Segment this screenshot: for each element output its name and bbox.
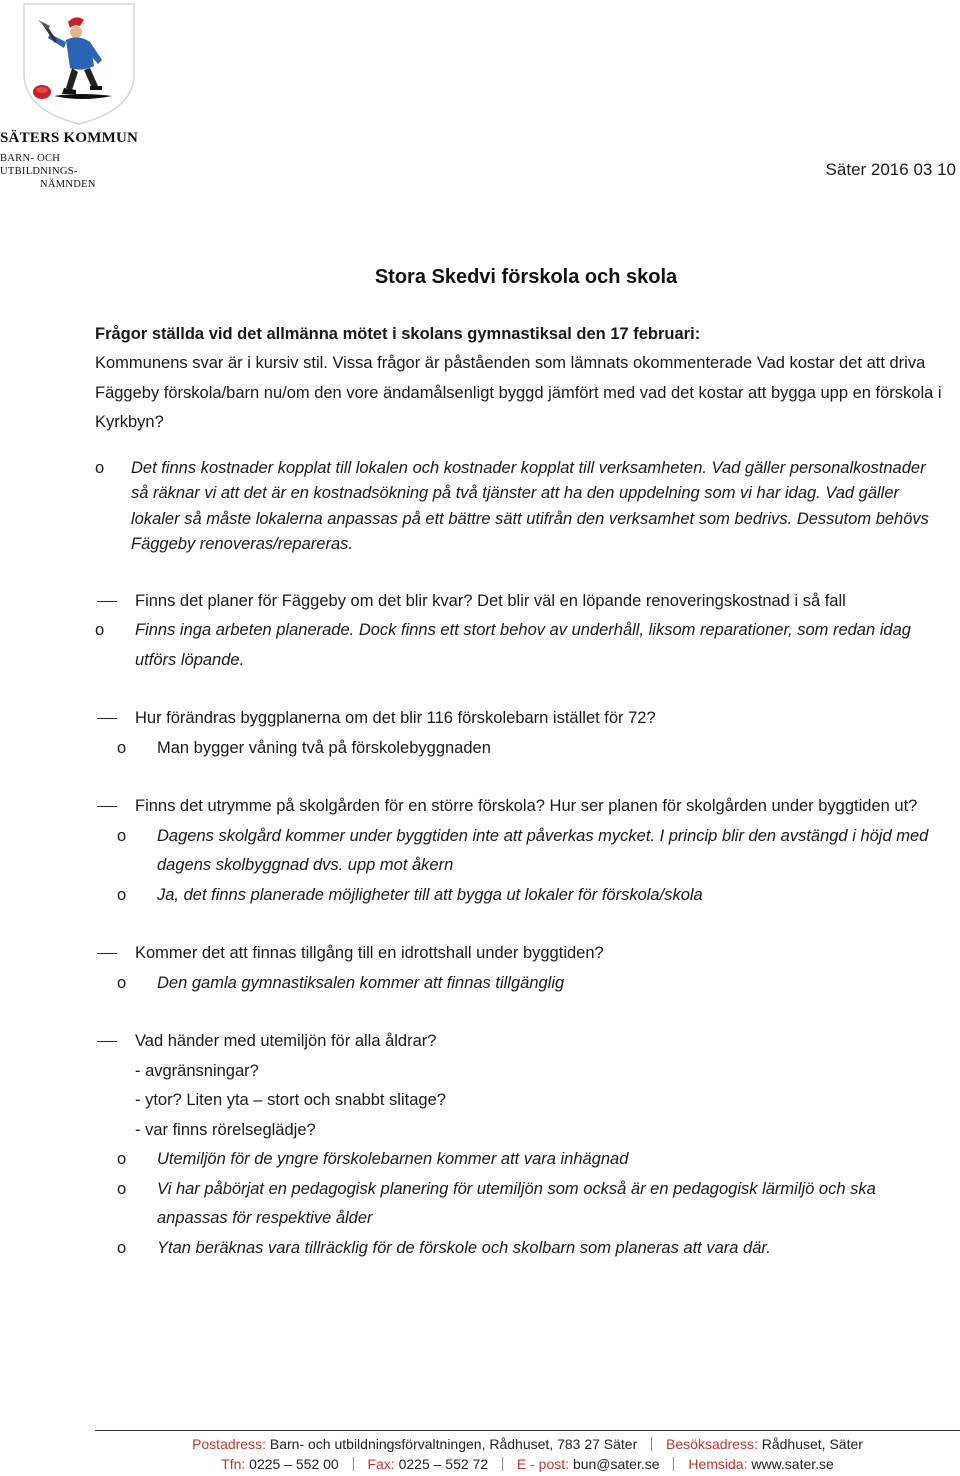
web-label: Hemsida: — [688, 1456, 748, 1472]
email-label: E - post: — [516, 1456, 570, 1472]
logo-subtitle-line-2: NÄMNDEN — [40, 179, 96, 190]
question-faggeby-plans: Finns det planer för Fäggeby om det blir kvar? Det blir väl en löpande renoveringskostnad i så fall — [95, 587, 945, 617]
website-link[interactable]: www.sater.se — [751, 1456, 834, 1472]
footer-divider — [95, 1430, 960, 1431]
answer-schoolyard-2: o Ja, det finns planerade möjligheter till att bygga ut lokaler för förskola/skola — [95, 881, 945, 911]
phone-label: Tfn: — [221, 1456, 246, 1472]
question-schoolyard: Finns det utrymme på skolgården för en större förskola? Hur ser planen för skolgården under byggtiden ut? — [95, 792, 945, 822]
outdoor-line-3: - var finns rörelseglädje? — [135, 1120, 316, 1139]
logo-subtitle-line-1: BARN- OCH UTBILDNINGS- — [0, 153, 78, 177]
footer-address-row — [95, 1436, 960, 1452]
municipality-logo — [0, 0, 140, 190]
visit-label: Besöksadress: — [666, 1436, 758, 1452]
fax-number: 0225 – 552 72 — [398, 1456, 489, 1472]
coat-of-arms-icon — [20, 2, 138, 126]
email-address[interactable]: bun@sater.se — [572, 1456, 660, 1472]
answer-building-plans: o Man bygger våning två på förskolebyggnaden — [95, 734, 945, 764]
postal-label: Postadress: — [192, 1436, 266, 1452]
document-date: Säter 2016 03 10 — [825, 160, 956, 179]
footer-separator — [353, 1457, 354, 1471]
answer-outdoor-2: o Vi har påbörjat en pedagogisk planering för utemiljön som också är en pedagogisk lärmiljö och ska anpassas för respektive ålder — [95, 1175, 945, 1234]
document-title: Stora Skedvi förskola och skola — [374, 266, 678, 288]
question-outdoor-environment: Vad händer med utemiljön för alla åldrar? — [95, 1027, 945, 1057]
answer-sports-hall: o Den gamla gymnastiksalen kommer att finnas tillgänglig — [95, 969, 945, 999]
intro-heading: Frågor ställda vid det allmänna mötet i skolans gymnastiksal den 17 februari: — [95, 325, 701, 343]
question-sports-hall: Kommer det att finnas tillgång till en idrottshall under byggtiden? — [95, 939, 945, 969]
answer-faggeby-plans: o Finns inga arbeten planerade. Dock finns ett stort behov av underhåll, liksom reparationer, som redan idag utförs löpande. — [95, 616, 945, 675]
answer-costs: o Det finns kostnader kopplat till lokalen och kostnader kopplat till verksamheten. Vad gäller personalkostnader så räknar vi att det är en kostnadsökning på två tjänster att ha den uppdelning som vi har idag. Vad gäller lokaler så måste lokalerna anpassas på ett bättre sätt utifrån den verksamhet som bedrivs. Dessutom behövs Fäggeby renoveras/repareras. — [95, 456, 945, 558]
logo-name: SÄTERS KOMMUN — [0, 130, 139, 146]
answer-outdoor-1: o Utemiljön för de yngre förskolebarnen kommer att vara inhägnad — [95, 1145, 945, 1175]
footer-separator — [673, 1457, 674, 1471]
answer-outdoor-3: o Ytan beräknas vara tillräcklig för de förskole och skolbarn som planeras att vara där. — [95, 1234, 945, 1264]
visit-address: Rådhuset, Säter — [761, 1436, 863, 1452]
question-building-plans: Hur förändras byggplanerna om det blir 116 förskolebarn istället för 72? — [95, 704, 945, 734]
logo-subtitle — [0, 152, 140, 191]
answer-schoolyard-1: o Dagens skolgård kommer under byggtiden inte att påverkas mycket. I princip blir den avstängd i höjd med dagens skolbyggnad dvs. upp mot åkern — [95, 822, 945, 881]
intro-text: Kommunens svar är i kursiv stil. Vissa frågor är påståenden som lämnats okommenterade Vad kostar det att driva Fäggeby förskola/barn nu/om den vore ändamålsenligt byggd jämfört med vad det kostar att bygga upp en förskola i Kyrkbyn? — [95, 354, 942, 431]
postal-address: Barn- och utbildningsförvaltningen, Rådhuset, 783 27 Säter — [269, 1436, 638, 1452]
outdoor-line-2: - ytor? Liten yta – stort och snabbt slitage? — [135, 1091, 446, 1109]
fax-label: Fax: — [367, 1456, 395, 1472]
document-body — [95, 320, 945, 1263]
footer-separator — [502, 1457, 503, 1471]
phone-number: 0225 – 552 00 — [249, 1456, 339, 1472]
footer-separator — [651, 1437, 652, 1451]
footer-contact-row — [95, 1456, 960, 1472]
outdoor-line-1: - avgränsningar? — [135, 1061, 259, 1080]
